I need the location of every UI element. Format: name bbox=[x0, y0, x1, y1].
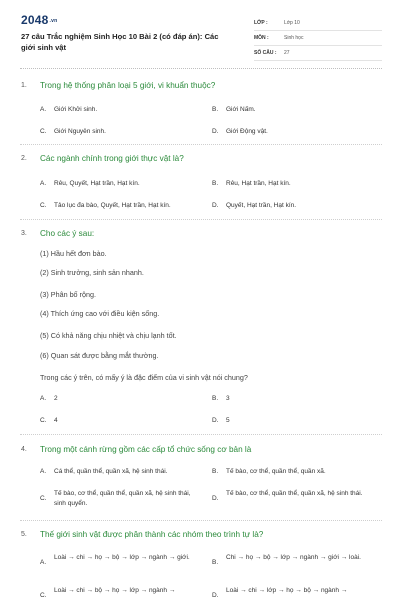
option-text: Rêu, Quyết, Hạt trần, Hạt kín. bbox=[54, 180, 140, 187]
meta-key: MÔN : bbox=[254, 35, 269, 41]
option-text: Tế bào, cơ thể, quần thể, quần xã, hệ sinh thái. bbox=[226, 490, 363, 497]
option-text: 4 bbox=[54, 417, 58, 424]
option-text: Tế bào, cơ thể, quần thể, quần xã. bbox=[226, 468, 326, 475]
option-letter: A. bbox=[40, 180, 47, 187]
option-text: 3 bbox=[226, 395, 230, 402]
option-letter: A. bbox=[40, 559, 47, 566]
question-divider bbox=[20, 434, 382, 435]
question-text: Các ngành chính trong giới thực vật là? bbox=[40, 154, 184, 163]
option-text: Giới Nấm. bbox=[226, 106, 256, 113]
option-text: Rêu, Hạt trần, Hạt kín. bbox=[226, 180, 291, 187]
meta-key: SỐ CÂU : bbox=[254, 50, 277, 56]
option-letter: D. bbox=[212, 592, 219, 599]
statement: (6) Quan sát được bằng mắt thường. bbox=[40, 351, 159, 360]
option-letter: B. bbox=[212, 559, 219, 566]
option-text: Loài → chi → họ → bộ → lớp → ngành → giới. bbox=[54, 554, 190, 561]
option-letter: B. bbox=[212, 468, 219, 475]
question-number: 5. bbox=[21, 531, 27, 538]
question-divider bbox=[20, 144, 382, 145]
option-text: Cá thể, quần thể, quần xã, hệ sinh thái. bbox=[54, 468, 168, 475]
option-letter: A. bbox=[40, 106, 47, 113]
question-text: Thế giới sinh vật được phân thành các nhóm theo trình tự là? bbox=[40, 530, 264, 539]
meta-key: LỚP : bbox=[254, 20, 268, 26]
option-letter: A. bbox=[40, 395, 47, 402]
option-letter: B. bbox=[212, 106, 219, 113]
page-title: 27 câu Trắc nghiệm Sinh Học 10 Bài 2 (có đáp án): Các giới sinh vật bbox=[21, 32, 219, 52]
option-text: Loài → chi → bộ → họ → lớp → ngành → bbox=[54, 587, 176, 594]
question-number: 2. bbox=[21, 155, 27, 162]
header-divider bbox=[20, 68, 382, 69]
option-letter: B. bbox=[212, 180, 219, 187]
question-text: Cho các ý sau: bbox=[40, 229, 95, 238]
option-letter: C. bbox=[40, 202, 47, 209]
option-letter: C. bbox=[40, 128, 47, 135]
question-prompt: Trong các ý trên, có mấy ý là đặc điểm của vi sinh vật nói chung? bbox=[40, 373, 248, 382]
option-letter: A. bbox=[40, 468, 47, 475]
statement: (4) Thích ứng cao với điều kiện sống. bbox=[40, 309, 160, 318]
meta-value: Lớp 10 bbox=[284, 20, 300, 26]
option-text: Giới Khởi sinh. bbox=[54, 106, 98, 113]
option-text: Giới Nguyên sinh. bbox=[54, 128, 106, 135]
site-logo[interactable] bbox=[21, 13, 57, 27]
option-letter: C. bbox=[40, 592, 47, 599]
option-text: Loài → chi → lớp → họ → bộ → ngành → bbox=[226, 587, 348, 594]
question-divider bbox=[20, 520, 382, 521]
statement: (5) Có khả năng chịu nhiệt và chịu lạnh tốt. bbox=[40, 331, 177, 340]
logo-text: 2048 bbox=[21, 13, 49, 27]
option-text: 5 bbox=[226, 417, 230, 424]
question-text: Trong hệ thống phân loại 5 giới, vi khuẩn thuộc? bbox=[40, 81, 216, 90]
option-letter: D. bbox=[212, 202, 219, 209]
question-text: Trong một cánh rừng gồm các cấp tổ chức sống cơ bản là bbox=[40, 445, 252, 454]
option-text: Tế bào, cơ thể, quần thể, quần xã, hệ sinh thái, sinh quyển. bbox=[54, 490, 191, 507]
option-text: 2 bbox=[54, 395, 58, 402]
statement: (1) Hầu hết đơn bào. bbox=[40, 249, 107, 258]
question-divider bbox=[20, 219, 382, 220]
option-text: Giới Động vật. bbox=[226, 128, 268, 135]
option-letter: C. bbox=[40, 417, 47, 424]
option-letter: D. bbox=[212, 417, 219, 424]
option-letter: B. bbox=[212, 395, 219, 402]
statement: (3) Phân bố rộng. bbox=[40, 290, 96, 299]
option-text: Quyết, Hạt trần, Hạt kín. bbox=[226, 202, 297, 209]
meta-value: 27 bbox=[284, 50, 290, 56]
meta-table bbox=[254, 16, 382, 61]
question-number: 4. bbox=[21, 446, 27, 453]
statement: (2) Sinh trưởng, sinh sản nhanh. bbox=[40, 268, 144, 277]
meta-row-count bbox=[254, 46, 382, 61]
meta-value: Sinh học bbox=[284, 35, 304, 41]
meta-row-subject bbox=[254, 31, 382, 46]
option-letter: D. bbox=[212, 128, 219, 135]
question-number: 3. bbox=[21, 230, 27, 237]
meta-row-grade bbox=[254, 16, 382, 31]
option-letter: D. bbox=[212, 495, 219, 502]
logo-suffix: .vn bbox=[49, 17, 58, 24]
document-header bbox=[0, 0, 400, 66]
question-number: 1. bbox=[21, 82, 27, 89]
option-text: Tảo lục đa bào, Quyết, Hạt trần, Hạt kín. bbox=[54, 202, 171, 209]
option-letter: C. bbox=[40, 495, 47, 502]
option-text: Chi → họ → bộ → lớp → ngành → giới → loài. bbox=[226, 554, 361, 561]
